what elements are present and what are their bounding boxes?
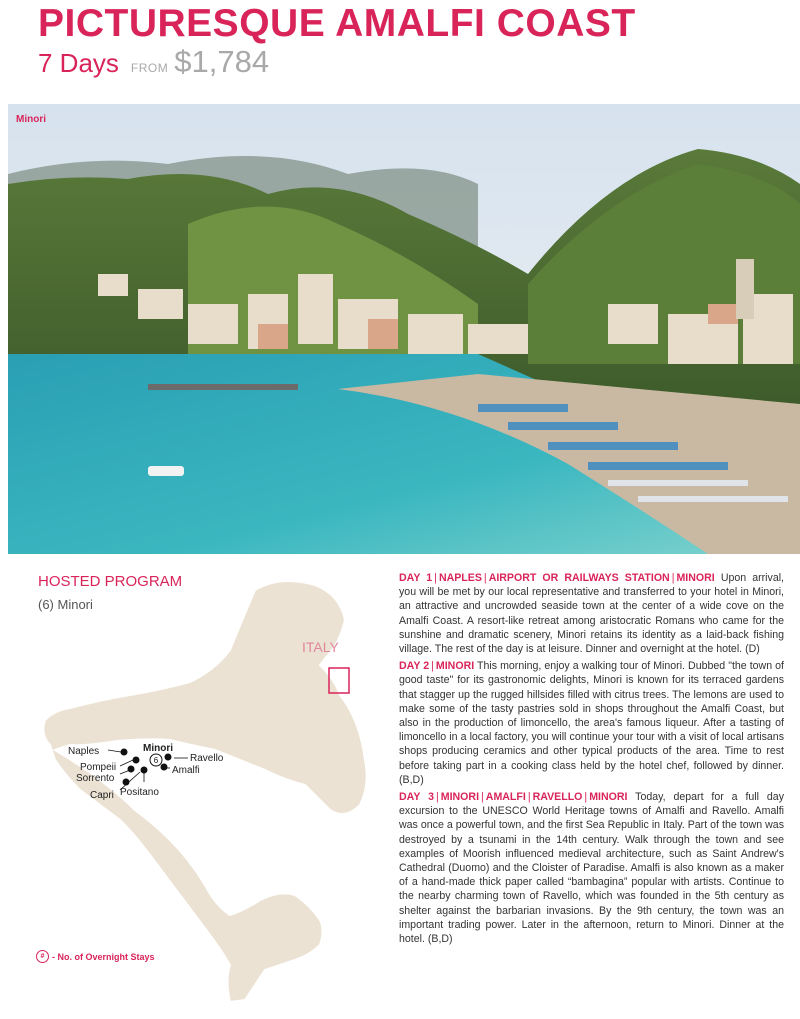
map-legend <box>36 950 155 963</box>
pin-amalfi <box>161 764 168 771</box>
hosted-program-heading: HOSTED PROGRAM <box>38 573 183 590</box>
day-place: AIRPORT OR RAILWAYS STATION <box>488 572 670 584</box>
map-pins <box>121 749 172 786</box>
pin-pompeii <box>133 757 140 764</box>
trip-summary <box>38 44 269 80</box>
day-place: MINORI <box>589 791 628 804</box>
itinerary-day-3: DAY 3 | MINORI | AMALFI | RAVELLO | MINORI Today, depart for a full day excursion to the UNESCO World Heritage towns of Amalfi and Ravello. Amalfi was once a powerful town, and the first Sea Republic in Italy. Part of the town was destroyed by a tsunami in the 14th century. Walk through the town and see examples of Moorish influenced medieval architecture, such as Saint Andrew's Cathedral (Duomo) and the Cloister of Paradise. Amalfi is also known as a maker of a hand-made thick paper called “bambagina” popular with artists. Continue to the nearby charming town of Ravello, which was founded in the 5th century as shelter against the barbarian invasions. By the 9th century, the town was an important trading power. Later in the afternoon, return to Minori. Dinner at the hotel. (B,D) <box>399 791 784 946</box>
day-place: AMALFI <box>485 791 526 804</box>
photo-caption: Minori <box>16 114 46 125</box>
day-description: This morning, enjoy a walking tour of Minori. Dubbed "the town of good taste" for its gastronomic delights, Minori is known for its terraced gardens that stagger up the rugged hillsides filled with citrus trees. The lemons are used to make some of the tasty pastries sold in shops throughout the Amalfi Coast, but also in the production of limoncello, the area's famous liqueur. After a tasting of limoncello in a local factory, you will continue your tour with a visit of local artisans shops producing ceramics and other typical products of the area. Time to rest before taking part in a cooking class held by the hotel chef, followed by dinner. (B,D) <box>399 660 784 786</box>
day-place: MINORI <box>676 572 715 584</box>
itinerary <box>399 571 784 949</box>
place-pompeii: Pompeii <box>80 762 117 773</box>
pin-positano <box>141 767 148 774</box>
day-place: MINORI <box>435 660 475 673</box>
place-positano: Positano <box>120 787 159 798</box>
overnight-count: 6 <box>153 756 159 765</box>
place-naples: Naples <box>68 746 100 757</box>
place-ravello: Ravello <box>190 753 224 764</box>
italy-map <box>40 570 380 1010</box>
hosted-program-location: (6) Minori <box>38 597 93 612</box>
pin-ravello <box>165 754 172 761</box>
day-place: MINORI <box>440 791 480 804</box>
pin-naples <box>121 749 128 756</box>
legend-text: - No. of Overnight Stays <box>52 951 155 962</box>
page-title: PICTURESQUE AMALFI COAST <box>38 2 636 45</box>
day-label: DAY 2 <box>399 660 430 673</box>
place-sorrento: Sorrento <box>76 773 115 784</box>
itinerary-day-2: DAY 2 | MINORI This morning, enjoy a walking tour of Minori. Dubbed "the town of good taste" for its gastronomic delights, Minori is known for its terraced gardens that stagger up the rugged hillsides filled with citrus trees. The lemons are used to make some of the tasty pastries sold in shops throughout the Amalfi Coast, but also in the production of limoncello, the area's famous liqueur. After a tasting of limoncello in a local factory, you will continue your tour with a visit of local artisans shops producing ceramics and other typical products of the area. Time to rest before taking part in a cooking class held by the hotel chef, followed by dinner. (B,D) <box>399 660 784 786</box>
place-amalfi: Amalfi <box>172 765 200 776</box>
day-description: Today, depart for a full day excursion to the UNESCO World Heritage towns of Amalfi and Ravello. Amalfi was once a powerful town, and the first Sea Republic in Italy. Part of the town was destroyed by a tsunami in the 14th century. Walk through the town and see examples of Moorish influenced medieval architecture, such as Saint Andrew's Cathedral (Duomo) and the Cloister of Paradise. Amalfi is also known as a maker of a hand-made thick paper called “bambagina” popular with artists. Continue to the nearby charming town of Ravello, which was founded in the 5th century as shelter against the barbarian invasions. By the 9th century, the town was an important trading power. Later in the afternoon, return to Minori. Dinner at the hotel. (B,D) <box>399 791 784 946</box>
pin-sorrento <box>128 766 135 773</box>
coast-landscape-image <box>8 104 800 554</box>
country-label: ITALY <box>302 639 339 655</box>
day-place: RAVELLO <box>532 791 583 804</box>
place-capri: Capri <box>90 790 114 801</box>
from-label: FROM <box>130 61 169 75</box>
place-minori: Minori <box>143 743 173 754</box>
itinerary-day-1: DAY 1 | NAPLES | AIRPORT OR RAILWAYS STATION | MINORI Upon arrival, you will be met by our local representative and transferred to your hotel in Minori, an attractive and uncrowded seaside town at the center of a wide cove on the Amalfi Coast. A resort-like retreat among aristocratic Romans who came for the sunshine and dramatic scenery, Minori retains its identity as a laid-back fishing village. The rest of the day is at leisure. Dinner and overnight at the hotel. (D) <box>399 572 785 656</box>
hero-photo <box>8 104 800 554</box>
trip-price: $1,784 <box>174 44 270 79</box>
day-label: DAY 3 <box>399 791 434 804</box>
day-place: NAPLES <box>438 572 482 584</box>
legend-symbol: # <box>36 950 49 963</box>
day-description: Upon arrival, you will be met by our local representative and transferred to your hotel in Minori, an attractive and uncrowded seaside town at the center of a wide cove on the Amalfi Coast. A resort-like retreat among aristocratic Romans who came for the sunshine and dramatic scenery, Minori retains its identity as a laid-back fishing village. The rest of the day is at leisure. Dinner and overnight at the hotel. (D) <box>399 572 785 656</box>
trip-duration: 7 Days <box>38 48 119 78</box>
day-label: DAY 1 <box>399 572 433 584</box>
